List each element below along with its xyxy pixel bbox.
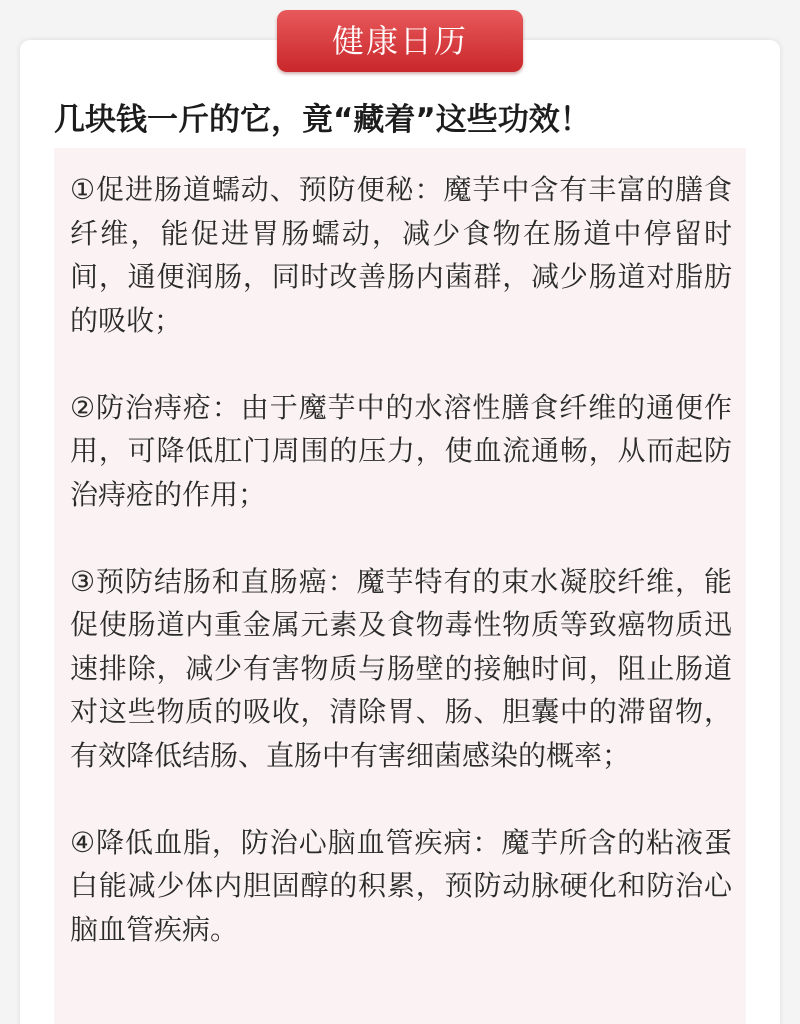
benefit-paragraph-3: ③预防结肠和直肠癌：魔芋特有的束水凝胶纤维，能促使肠道内重金属元素及食物毒性物质等致癌物质迅速排除，减少有害物质与肠壁的接触时间，阻止肠道对这些物质的吸收，清除胃、肠、胆囊中的滞留物，有效降低结肠、直肠中有害细菌感染的概率；: [70, 564, 732, 772]
benefit-paragraph-2: ②防治痔疮：由于魔芋中的水溶性膳食纤维的通便作用，可降低肛门周围的压力，使血流通畅，从而起防治痔疮的作用；: [70, 390, 732, 511]
benefit-paragraph-4: ④降低血脂，防治心脑血管疾病：魔芋所含的粘液蛋白能减少体内胆固醇的积累，预防动脉硬化和防治心脑血管疾病。: [70, 825, 732, 946]
article-body: [54, 148, 746, 1024]
benefit-paragraph-1: ①促进肠道蠕动、预防便秘：魔芋中含有丰富的膳食纤维，能促进胃肠蠕动，减少食物在肠道中停留时间，通便润肠，同时改善肠内菌群，减少肠道对脂肪的吸收；: [70, 173, 732, 337]
health-calendar-badge: 健康日历: [277, 10, 523, 72]
article-headline: 几块钱一斤的它，竟“藏着”这些功效！: [54, 102, 591, 138]
